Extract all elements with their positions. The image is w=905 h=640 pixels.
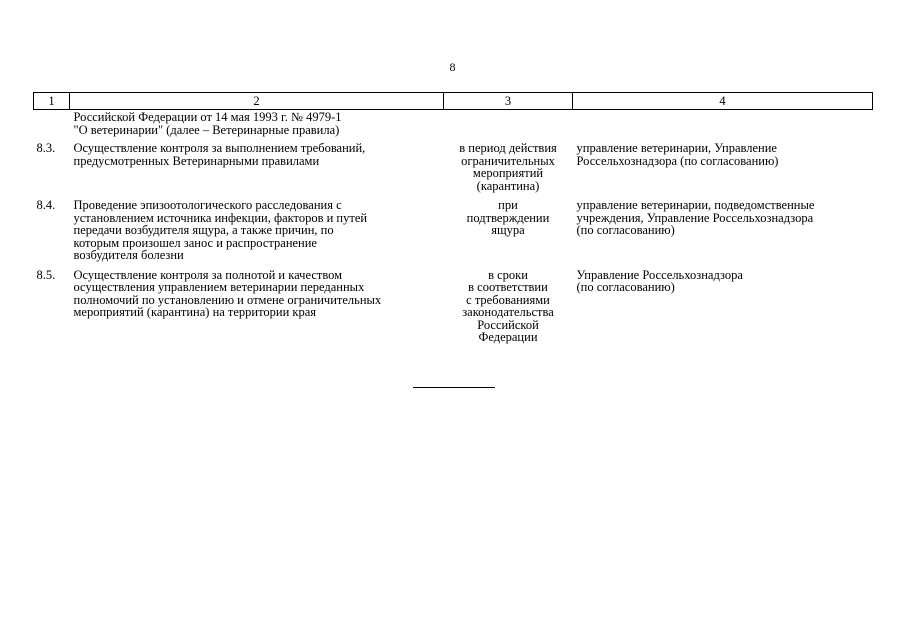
description-line: возбудителя болезни: [73, 248, 184, 262]
column-header-deadline: 3: [444, 93, 573, 110]
deadline-line: (карантина): [476, 178, 540, 193]
description-cell: [70, 142, 444, 199]
deadline-cell: [444, 269, 573, 351]
deadline-line: законодательства: [462, 305, 554, 319]
description-line: Российской Федерации от 14 мая 1993 г. № 4979-1: [73, 110, 342, 124]
description-cell: [70, 269, 444, 351]
description-line: "О ветеринарии" (далее – Ветеринарные правила): [73, 122, 340, 137]
measures-table: [33, 92, 873, 351]
responsible-line: Россельхознадзора (по согласованию): [576, 153, 779, 168]
deadline-line: в сроки: [488, 267, 528, 282]
table-row-8-4: [34, 199, 873, 269]
deadline-line: ограничительных: [461, 153, 555, 168]
description-line: которым произошел занос и распространение: [73, 235, 317, 250]
description-line: Осуществление контроля за выполнением требований,: [73, 141, 366, 155]
row-number: 8.3.: [36, 141, 56, 155]
description-line: предусмотренных Ветеринарными правилами: [73, 153, 320, 168]
end-of-table-divider: [413, 387, 495, 388]
responsible-cell: [573, 142, 873, 199]
description-line: полномочий по установлению и отмене ограничительных: [73, 292, 382, 307]
responsible-cell: [573, 199, 873, 269]
deadline-line: Федерации: [478, 330, 538, 344]
column-header-number: 1: [34, 93, 70, 110]
table-row-8-5: [34, 269, 873, 351]
responsible-cell: [573, 110, 873, 143]
responsible-line: управление ветеринарии, Управление: [576, 141, 777, 155]
deadline-cell: [444, 142, 573, 199]
description-cell: [70, 199, 444, 269]
deadline-line: ящура: [491, 223, 525, 237]
deadline-line: подтверждении: [466, 210, 550, 225]
description-line: передачи возбудителя ящура, а также причин, по: [73, 223, 334, 237]
table-header-row: [34, 93, 873, 110]
deadline-cell: [444, 110, 573, 143]
deadline-line: при: [498, 198, 518, 212]
deadline-line: в соответствии: [468, 280, 548, 294]
description-line: мероприятий (карантина) на территории края: [73, 305, 317, 319]
page-number: 8: [449, 60, 456, 74]
responsible-line: (по согласованию): [576, 280, 675, 294]
deadline-line: мероприятий: [472, 166, 544, 180]
table-row-8-3: [34, 142, 873, 199]
deadline-line: в период действия: [459, 141, 557, 155]
description-cell: [70, 110, 444, 143]
description-line: установлением источника инфекции, факторов и путей: [73, 210, 368, 225]
responsible-line: управление ветеринарии, подведомственные: [576, 198, 815, 212]
deadline-line: с требованиями: [466, 292, 550, 307]
responsible-line: (по согласованию): [576, 223, 675, 237]
description-line: осуществления управлением ветеринарии переданных: [73, 280, 365, 294]
deadline-line: Российской: [477, 317, 539, 332]
description-line: Осуществление контроля за полнотой и качеством: [73, 267, 343, 282]
responsible-line: учреждения, Управление Россельхознадзора: [576, 210, 814, 225]
table-row-continuation: [34, 110, 873, 143]
responsible-cell: [573, 269, 873, 351]
responsible-line: Управление Россельхознадзора: [576, 267, 743, 282]
deadline-cell: [444, 199, 573, 269]
column-header-responsible: 4: [573, 93, 873, 110]
column-header-description: 2: [70, 93, 444, 110]
description-line: Проведение эпизоотологического расследования с: [73, 198, 342, 212]
row-number: 8.4.: [36, 198, 56, 212]
row-number-cell: [34, 110, 70, 143]
row-number: 8.5.: [36, 267, 56, 282]
